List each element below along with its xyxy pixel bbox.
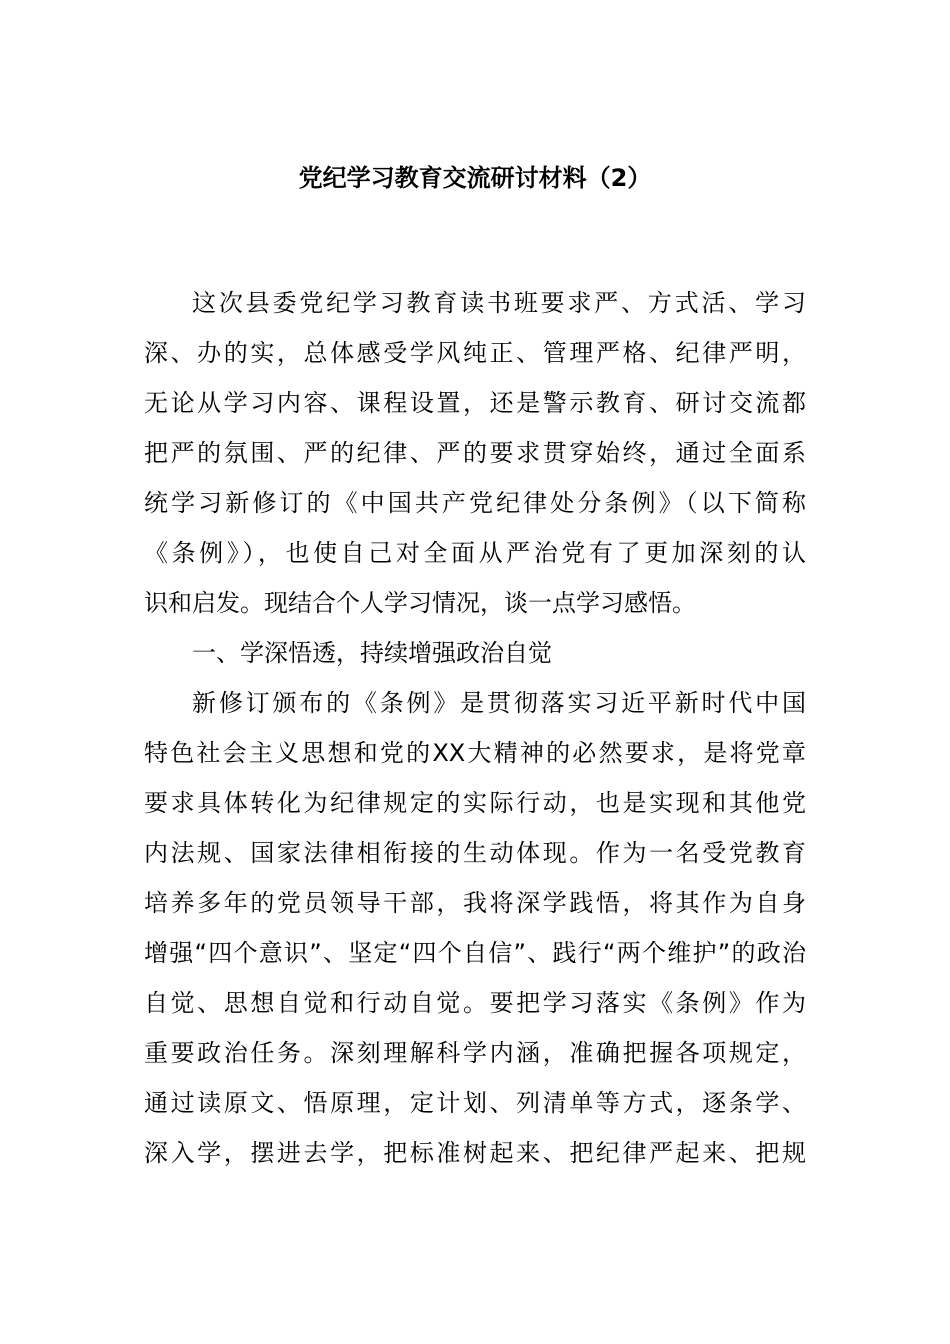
paragraph-line: 要求具体转化为纪律规定的实际行动，也是实现和其他党 [144, 789, 806, 817]
paragraph-line: 增强“四个意识”、坚定“四个自信”、践行“两个维护”的政治 [144, 939, 806, 967]
paragraph-line: 新修订颁布的《条例》是贯彻落实习近平新时代中国 [192, 689, 806, 717]
paragraph-line: 通过读原文、悟原理，定计划、列清单等方式，逐条学、 [144, 1089, 806, 1117]
paragraph-line: 内法规、国家法律相衔接的生动体现。作为一名受党教育 [144, 839, 806, 867]
paragraph-line: 无论从学习内容、课程设置，还是警示教育、研讨交流都 [144, 389, 806, 417]
paragraph-line: 这次县委党纪学习教育读书班要求严、方式活、学习 [192, 289, 806, 317]
paragraph-line: 把严的氛围、严的纪律、严的要求贯穿始终，通过全面系 [144, 439, 806, 467]
paragraph-line: 统学习新修订的《中国共产党纪律处分条例》（以下简称 [144, 489, 806, 517]
paragraph-line: 《条例》），也使自己对全面从严治党有了更加深刻的认 [144, 539, 806, 567]
paragraph-line: 深入学，摆进去学，把标准树起来、把纪律严起来、把规 [144, 1139, 806, 1167]
document-title: 党纪学习教育交流研讨材料（2） [298, 164, 652, 192]
paragraph-line: 特色社会主义思想和党的XX大精神的必然要求，是将党章 [144, 739, 806, 767]
paragraph-line: 一、学深悟透，持续增强政治自觉 [192, 639, 552, 667]
document-body [144, 278, 806, 1178]
paragraph-line: 深、办的实，总体感受学风纯正、管理严格、纪律严明， [144, 339, 806, 367]
paragraph-line: 重要政治任务。深刻理解科学内涵，准确把握各项规定， [144, 1039, 806, 1067]
paragraph-line: 培养多年的党员领导干部，我将深学践悟，将其作为自身 [144, 889, 806, 917]
paragraph-line: 自觉、思想自觉和行动自觉。要把学习落实《条例》作为 [144, 989, 806, 1017]
paragraph-line: 识和启发。现结合个人学习情况，谈一点学习感悟。 [144, 589, 696, 617]
